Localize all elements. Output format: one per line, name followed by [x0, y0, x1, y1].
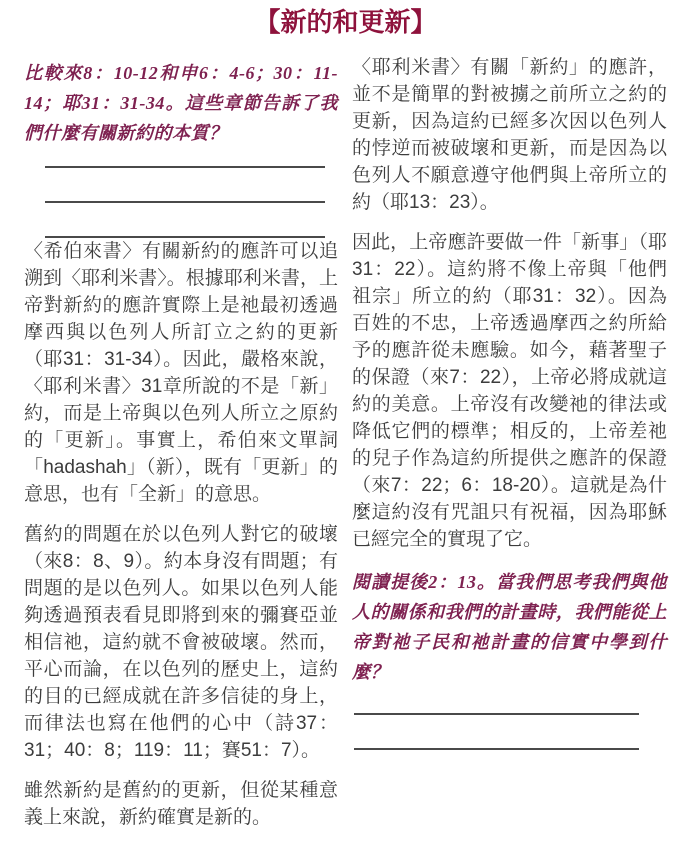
page-title: 【新的和更新】: [254, 8, 437, 37]
answer-line: [354, 748, 639, 750]
study-question-read: 閱讀提後2：13。當我們思考我們與他人的關係和我們的計畫時，我們能從上帝對祂子民和祂計畫的信實中學到什麼？: [352, 572, 667, 682]
right-column: [352, 54, 667, 844]
answer-blank-lines-left: [45, 166, 325, 238]
answer-line: [354, 713, 639, 715]
paragraph-jeremiah-promise: 〈耶利米書〉有關「新約」的應許，並不是簡單的對被擄之前所立之約的更新，因為這約已經多次因以色列人的悖逆而被破壞和更新，而是因為以色列人不願意遵守他們與上帝所立的約（耶13：23）。: [352, 57, 667, 213]
paragraph-new-covenant-renewal: 雖然新約是舊約的更新，但從某種意義上來說，新約確實是新的。: [24, 780, 338, 828]
answer-line: [45, 201, 325, 203]
left-column: [24, 54, 338, 844]
study-question-compare: 比較來8：10-12和申6：4-6；30：11-14；耶31：31-34。這些章節告訴了我們什麼有關新約的本質？: [24, 63, 338, 143]
paragraph-new-thing: 因此，上帝應許要做一件「新事」（耶31：22）。這約將不像上帝與「他們祖宗」所立的約（耶31：32）。因為百姓的不忠，上帝透過摩西之約所給予的應許從未應驗。如今，藉著聖子的保證（來7：22），上帝必將成就這約的美意。上帝沒有改變祂的律法或降低它們的標準；相反的，上帝差祂的兒子作為這約所提供之應許的保證（來7：22；6：18-20）。這就是為什麼這約沒有咒詛只有祝福，因為耶穌已經完全的實現了它。: [352, 232, 667, 550]
paragraph-old-covenant-problem: 舊約的問題在於以色列人對它的破壞（來8：8、9）。約本身沒有問題；有問題的是以色列人。如果以色列人能夠透過預表看見即將到來的彌賽亞並相信祂，這約就不會被破壞。然而，平心而論，在以色列的歷史上，這約的目的已經成就在許多信徒的身上，而律法也寫在他們的心中（詩37：31；40：8；119：11；賽51：7）。: [24, 524, 338, 761]
answer-line: [45, 166, 325, 168]
paragraph-hebrews-promise: 〈希伯來書〉有關新約的應許可以追溯到〈耶利米書〉。根據耶利米書，上帝對新約的應許實際上是祂最初透過摩西與以色列人所訂立之約的更新（耶31：31-34）。因此，嚴格來說，〈耶利米書〉31章所說的不是「新」約，而是上帝與以色列人所立之原約的「更新」。事實上，希伯來文單詞「hadashah」（新），既有「更新」的意思，也有「全新」的意思。: [24, 241, 338, 505]
answer-blank-lines-right: [354, 713, 639, 750]
two-column-layout: [24, 54, 667, 844]
